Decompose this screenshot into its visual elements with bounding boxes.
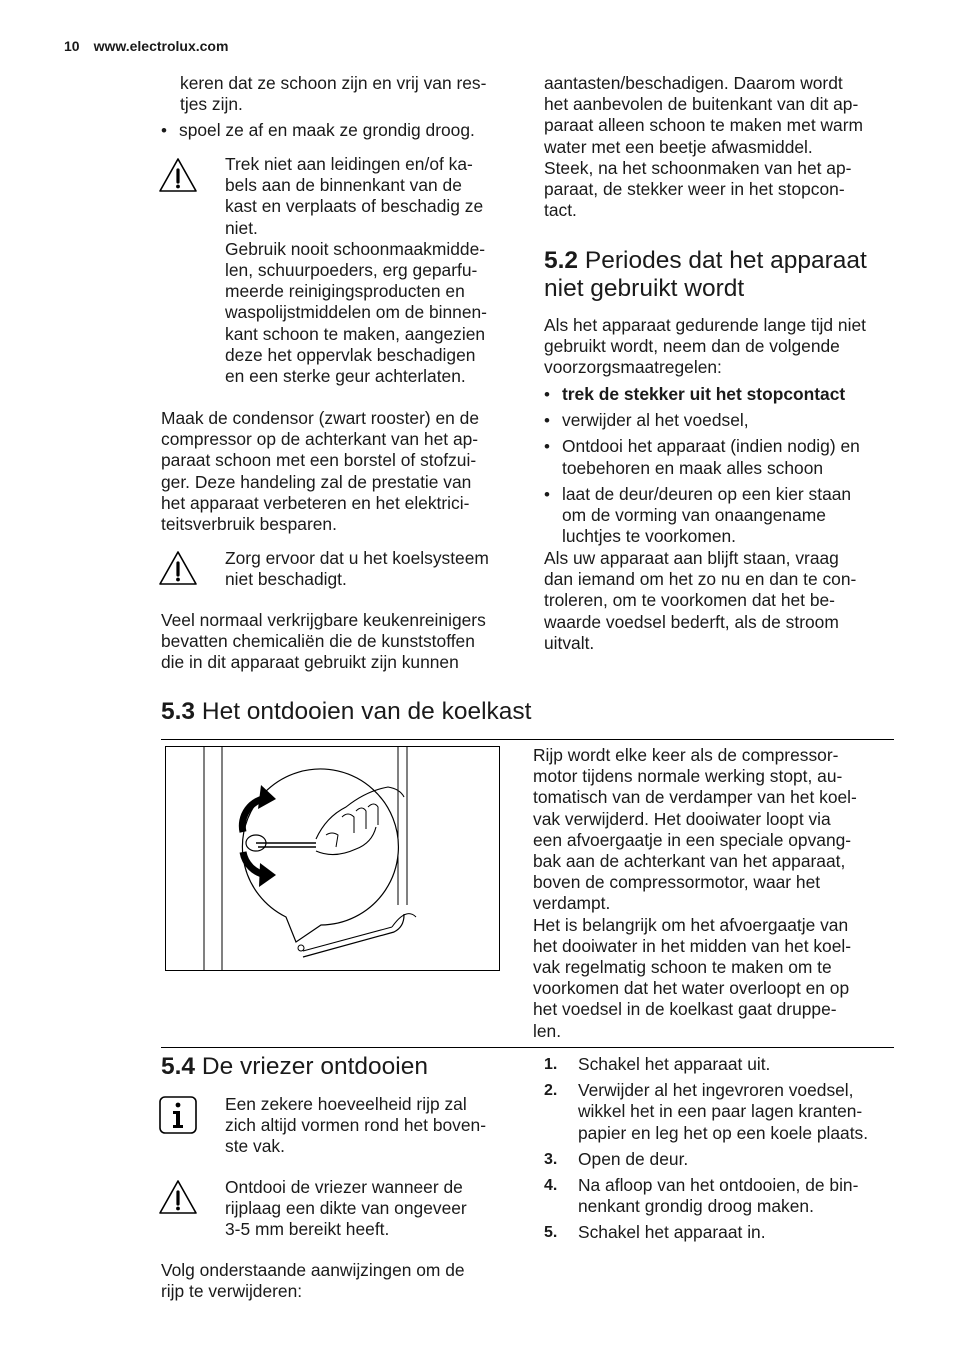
defrost-illustration bbox=[165, 746, 500, 971]
info-icon bbox=[158, 1095, 198, 1135]
list-item bbox=[544, 1080, 904, 1144]
step-text: Schakel het apparaat uit. bbox=[578, 1054, 771, 1074]
list-item bbox=[544, 1054, 904, 1075]
warning-triangle-icon bbox=[158, 1178, 198, 1218]
section-5-3-text: Rijp wordt elke keer als de compressor- motor tijdens normale werking stopt, au- tomatisch van de verdamper van het koel- vak verwijderd. Het dooiwater loopt via een afvoergaatje in een speciale opvang- bak aan de achterkant van het apparaat, boven de compressormotor, waar het verdampt. Het is belangrijk om het afvoergaatje van het dooiwater in het midden van het koel- vak regelmatig schoon te maken om te voorkomen dat het water overloopt en op het voedsel in de koelkast gaat druppe- len. bbox=[533, 745, 857, 1041]
warning-text-2: Zorg ervoor dat u het koelsysteem niet beschadigt. bbox=[225, 548, 489, 590]
bullet-dot: • bbox=[544, 385, 550, 404]
bullet-dot: • bbox=[544, 484, 550, 504]
section-5-2-heading bbox=[544, 247, 924, 303]
bullet-text: laat de deur/deuren op een kier staan om de vorming van onaangename luchtjes te voorkomen. bbox=[562, 483, 852, 547]
section-number: 5.2 bbox=[544, 247, 579, 274]
section-title: Het ontdooien van de koelkast bbox=[201, 698, 532, 725]
list-item bbox=[544, 484, 914, 548]
list-item bbox=[544, 1222, 904, 1243]
step-text: Verwijder al het ingevroren voedsel, wikkel het in een paar lagen kranten- papier en leg het op een koele plaats. bbox=[578, 1080, 869, 1143]
bullet-text: trek de stekker uit het stopcontact bbox=[562, 384, 846, 404]
bullet-text: Ontdooi het apparaat (indien nodig) en toebehoren en maak alles schoon bbox=[562, 436, 860, 478]
step-text: Open de deur. bbox=[578, 1148, 689, 1169]
bullet-dot: • bbox=[544, 437, 550, 457]
step-number: 4. bbox=[544, 1177, 558, 1195]
list-item bbox=[544, 410, 914, 431]
continued-text-right: aantasten/beschadigen. Daarom wordt het aanbevolen de buitenkant van dit ap- paraat alleen schoon te maken met warm water met een beetje afwasmiddel. Steek, na het schoonmaken van het ap- paraat, de stekker weer in het stopcon- tact. bbox=[544, 73, 863, 221]
warning-text-3: Ontdooi de vriezer wanneer de rijplaag een dikte van ongeveer 3-5 mm bereikt heeft. bbox=[225, 1177, 467, 1240]
step-number: 3. bbox=[544, 1150, 558, 1168]
list-item bbox=[544, 436, 914, 478]
warning-triangle-icon bbox=[158, 549, 198, 589]
bullet-dot: • bbox=[544, 411, 550, 431]
follow-instructions: Volg onderstaande aanwijzingen om de rijp te verwijderen: bbox=[161, 1260, 465, 1302]
bullet-rinse bbox=[161, 120, 521, 141]
page-header bbox=[64, 38, 228, 54]
cleaners-paragraph: Veel normaal verkrijgbare keukenreinigers bevatten chemicaliën die de kunststoffen die in dit apparaat gebruikt zijn kunnen bbox=[161, 610, 486, 673]
section-title: De vriezer ontdooien bbox=[201, 1053, 428, 1080]
section-number: 5.4 bbox=[161, 1053, 196, 1080]
page-number: 10 bbox=[64, 38, 80, 54]
step-number: 2. bbox=[544, 1082, 558, 1100]
list-item bbox=[544, 384, 914, 405]
warning-triangle-icon bbox=[158, 156, 198, 196]
continued-text: keren dat ze schoon zijn en vrij van res- tjes zijn. bbox=[180, 73, 487, 115]
bullet-text: verwijder al het voedsel, bbox=[562, 410, 749, 431]
step-number: 5. bbox=[544, 1224, 558, 1242]
condensor-paragraph: Maak de condensor (zwart rooster) en de compressor op de achterkant van het ap- paraat schoon met een borstel of stofzui- ger. Deze handeling zal de prestatie van het apparaat verbeteren en het elektrici- teitsverbruik besparen. bbox=[161, 408, 480, 535]
bullet-rinse-text: spoel ze af en maak ze grondig droog. bbox=[179, 120, 475, 140]
section-number: 5.3 bbox=[161, 698, 196, 725]
divider bbox=[161, 1047, 894, 1048]
section-5-3-heading bbox=[161, 698, 761, 726]
bullet-dot: • bbox=[161, 121, 167, 140]
steps-list bbox=[544, 1054, 904, 1244]
section-5-2-outro: Als uw apparaat aan blijft staan, vraag dan iemand om het zo nu en dan te con- troleren, om te voorkomen dat het be- waarde voedsel bederft, als de stroom uitvalt. bbox=[544, 548, 857, 653]
list-item bbox=[544, 1149, 904, 1170]
drain-hole-cleaning-drawing bbox=[166, 747, 499, 970]
site-url: www.electrolux.com bbox=[93, 38, 229, 54]
divider bbox=[161, 739, 894, 740]
section-5-4-heading bbox=[161, 1053, 531, 1081]
info-text: Een zekere hoeveelheid rijp zal zich altijd vormen rond het boven- ste vak. bbox=[225, 1094, 486, 1157]
section-title-line2: niet gebruikt wordt bbox=[544, 275, 745, 302]
list-item bbox=[544, 1175, 904, 1217]
section-title-line1: Periodes dat het apparaat bbox=[584, 247, 867, 274]
step-text: Na afloop van het ontdooien, de bin- nenkant grondig droog maken. bbox=[578, 1175, 859, 1217]
step-text: Schakel het apparaat in. bbox=[578, 1222, 766, 1243]
section-5-2-intro: Als het apparaat gedurende lange tijd niet gebruikt wordt, neem dan de volgende voorzorgsmaatregelen: bbox=[544, 315, 866, 378]
warning-text-1: Trek niet aan leidingen en/of ka- bels aan de binnenkant van de kast en verplaats of beschadig ze niet. Gebruik nooit schoonmaakmidde- len, schuurpoeders, erg geparfu- meerde reinigingsproducten en waspolijstmiddelen om de binnen- kant schoon te maken, aangezien deze het oppervlak beschadigen en een sterke geur achterlaten. bbox=[225, 154, 487, 387]
step-number: 1. bbox=[544, 1056, 558, 1073]
section-5-2-bullets bbox=[544, 384, 914, 547]
